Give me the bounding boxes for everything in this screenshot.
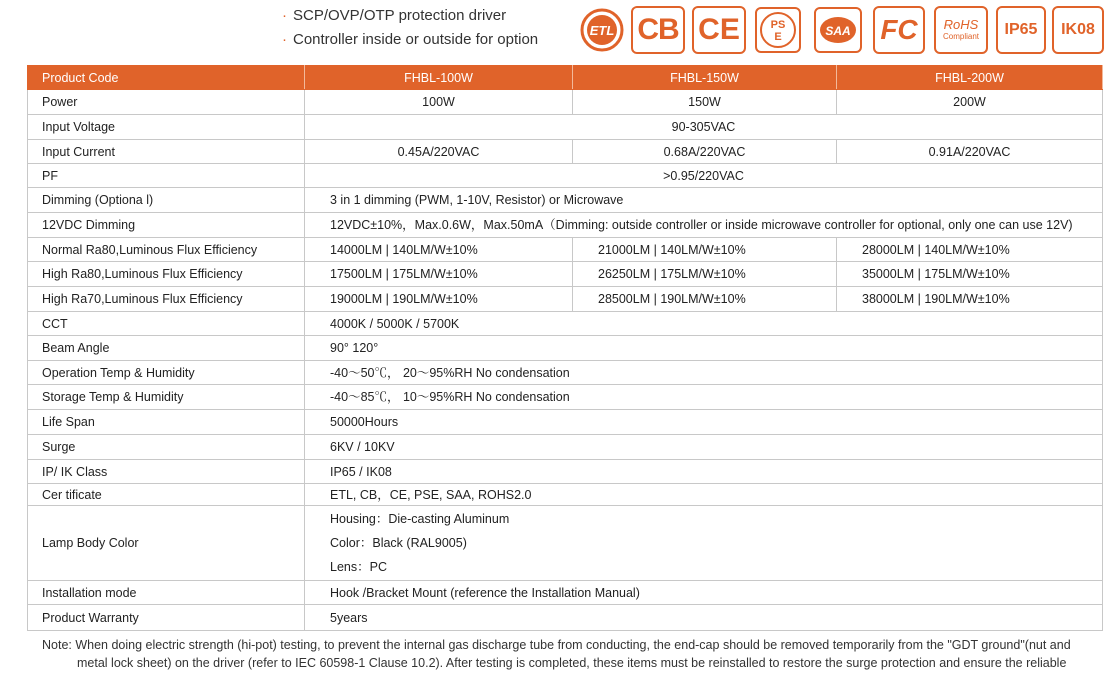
cell-value: 0.91A/220VAC [837,140,1103,164]
row-label: High Ra70,Luminous Flux Efficiency [28,287,305,312]
table-row [28,188,1103,213]
bullet-icon: · [282,31,287,48]
footnote [42,636,1092,672]
table-row [28,484,1103,506]
row-label: Operation Temp & Humidity [28,361,305,385]
table-row [28,435,1103,460]
cell-value: IP65 / IK08 [305,460,1103,484]
row-label: PF [28,164,305,188]
table-row [28,581,1103,605]
cell-value: 35000LM | 175LM/W±10% [837,262,1103,287]
cell-value: ETL, CB，CE, PSE, SAA, ROHS2.0 [305,484,1103,506]
row-label: Dimming (Optiona l) [28,188,305,213]
cell-value: 50000Hours [305,410,1103,435]
cell-value: 0.45A/220VAC [305,140,573,164]
svg-text:PS: PS [770,19,786,31]
rohs-logo-icon: RoHS Compliant [934,6,988,54]
header-label: Product Code [28,66,305,90]
cb-logo-icon: CB [631,6,685,54]
table-row [28,506,1103,581]
row-label: 12VDC Dimming [28,213,305,238]
table-row [28,361,1103,385]
svg-text:SAA: SAA [825,24,851,38]
table-row [28,238,1103,262]
fc-logo-icon: FC [873,6,925,54]
row-label: Surge [28,435,305,460]
cell-value: -40～50℃， 20～95%RH No condensation [305,361,1103,385]
cell-value: 14000LM | 140LM/W±10% [305,238,573,262]
table-row [28,262,1103,287]
feature-item: · Controller inside or outside for option [282,31,539,48]
table-row [28,164,1103,188]
row-label: Cer tificate [28,484,305,506]
cell-value: 0.68A/220VAC [573,140,837,164]
row-label: Input Voltage [28,115,305,140]
table-row [28,115,1103,140]
table-header-row [28,66,1103,90]
body-color-lens: Lens：PC [330,560,387,574]
row-label: IP/ IK Class [28,460,305,484]
spec-table [27,65,1103,631]
row-label: Input Current [28,140,305,164]
table-row [28,385,1103,410]
cell-value: >0.95/220VAC [305,164,1103,188]
feature-list [282,4,538,52]
cell-value: 5years [305,605,1103,631]
cell-value: 17500LM | 175LM/W±10% [305,262,573,287]
cell-value: 150W [573,90,837,115]
cell-value: 6KV / 10KV [305,435,1103,460]
table-row [28,140,1103,164]
ik08-logo-icon: IK08 [1052,6,1104,54]
etl-logo-icon [580,6,624,54]
cell-value: 90° 120° [305,336,1103,361]
cell-value: Hook /Bracket Mount (reference the Installation Manual) [305,581,1103,605]
table-row [28,460,1103,484]
cell-value: 28500LM | 190LM/W±10% [573,287,837,312]
svg-text:ETL: ETL [589,23,615,38]
feature-item: · SCP/OVP/OTP protection driver [282,7,507,24]
row-label: Product Warranty [28,605,305,631]
model-code: FHBL-100W [305,66,573,90]
cell-value: 4000K / 5000K / 5700K [305,312,1103,336]
cell-value: 200W [837,90,1103,115]
ce-logo-icon: CE [692,6,746,54]
table-row [28,213,1103,238]
cell-value: 19000LM | 190LM/W±10% [305,287,573,312]
table-row [28,287,1103,312]
cell-value: -40～85℃， 10～95%RH No condensation [305,385,1103,410]
row-label: Beam Angle [28,336,305,361]
row-label: Life Span [28,410,305,435]
body-color-color: Color：Black (RAL9005) [330,536,467,550]
table-row [28,410,1103,435]
cell-value: 28000LM | 140LM/W±10% [837,238,1103,262]
bullet-icon: · [282,7,287,24]
pse-logo-icon [754,6,802,54]
saa-logo-icon [813,6,863,54]
body-color-housing: Housing：Die-casting Aluminum [330,512,510,526]
table-row [28,336,1103,361]
row-label: Lamp Body Color [28,506,305,581]
cell-value: 21000LM | 140LM/W±10% [573,238,837,262]
footnote-line: metal lock sheet) on the driver (refer to IEC 60598-1 Clause 10.2). After testing is completed, these items must be reinstalled to restore the surge protection and ensure the reliable [77,656,1067,670]
cell-value: 12VDC±10%，Max.0.6W，Max.50mA（Dimming: outside controller or inside microwave controller for optional, only one can use 12V) [305,213,1103,238]
cell-value: 3 in 1 dimming (PWM, 1-10V, Resistor) or Microwave [305,188,1103,213]
table-row [28,605,1103,631]
row-label: Power [28,90,305,115]
cell-value: 38000LM | 190LM/W±10% [837,287,1103,312]
ip65-logo-icon: IP65 [996,6,1046,54]
svg-text:E: E [774,31,782,43]
cell-value [305,506,1103,581]
model-code: FHBL-150W [573,66,837,90]
cell-value: 26250LM | 175LM/W±10% [573,262,837,287]
table-row [28,90,1103,115]
row-label: High Ra80,Luminous Flux Efficiency [28,262,305,287]
row-label: Installation mode [28,581,305,605]
model-code: FHBL-200W [837,66,1103,90]
cell-value: 100W [305,90,573,115]
row-label: Storage Temp & Humidity [28,385,305,410]
footnote-line: Note: When doing electric strength (hi-pot) testing, to prevent the internal gas discharge tube from conducting, the end-cap should be removed temporarily from the "GDT ground"(nut and [42,638,1071,652]
cell-value: 90-305VAC [305,115,1103,140]
row-label: Normal Ra80,Luminous Flux Efficiency [28,238,305,262]
table-row [28,312,1103,336]
row-label: CCT [28,312,305,336]
